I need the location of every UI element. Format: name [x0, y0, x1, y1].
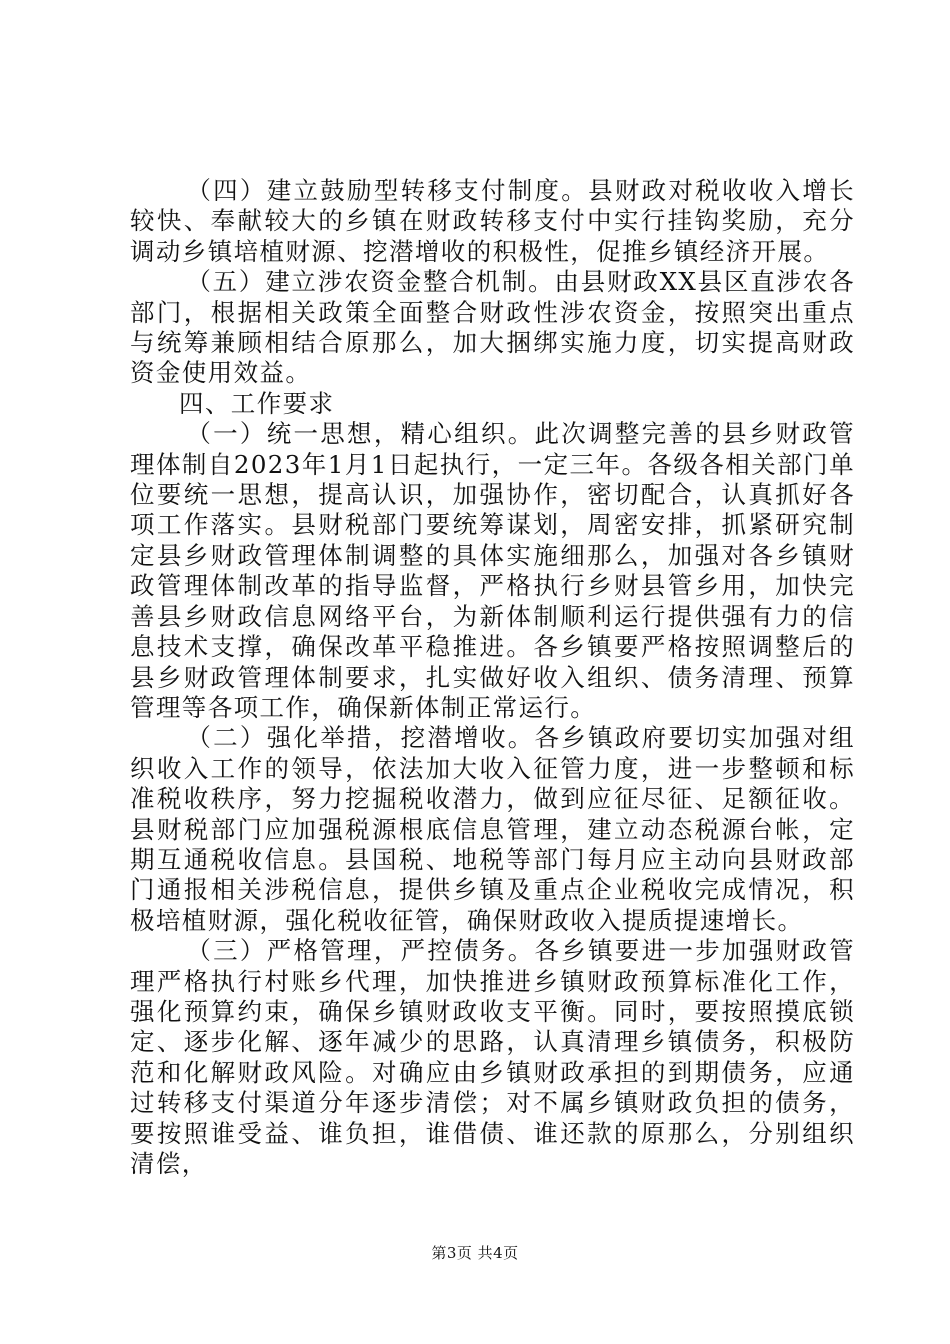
- paragraph-unify-thinking: （一）统一思想，精心组织。此次调整完善的县乡财政管理体制自2023年1月1日起执行，一定三年。各级各相关部门单位要统一思想，提高认识，加强协作，密切配合，认真抓好各项工作落实。县财税部门要统筹谋划，周密安排，抓紧研究制定县乡财政管理体制调整的具体实施细那么，加强对各乡镇财政管理体制改革的指导监督，严格执行乡财县管乡用，加快完善县乡财政信息网络平台，为新体制顺利运行提供强有力的信息技术支撑，确保改革平稳推进。各乡镇要严格按照调整后的县乡财政管理体制要求，扎实做好收入组织、债务清理、预算管理等各项工作，确保新体制正常运行。: [130, 419, 855, 722]
- paragraph-control-debt: （三）严格管理，严控债务。各乡镇要进一步加强财政管理严格执行村账乡代理，加快推进乡镇财政预算标准化工作，强化预算约束，确保乡镇财政收支平衡。同时，要按照摸底锁定、逐步化解、逐年减少的思路，认真清理乡镇债务，积极防范和化解财政风险。对确应由乡镇财政承担的到期债务，应通过转移支付渠道分年逐步清偿；对不属乡镇财政负担的债务，要按照谁受益、谁负担，谁借债、谁还款的原那么，分别组织清偿，: [130, 936, 855, 1178]
- paragraph-transfer-payment: （四）建立鼓励型转移支付制度。县财政对税收收入增长较快、奉献较大的乡镇在财政转移支付中实行挂钩奖励，充分调动乡镇培植财源、挖潜增收的积极性，促推乡镇经济开展。: [130, 176, 855, 266]
- document-body: [130, 176, 855, 1179]
- page-footer: 第3页 共4页: [431, 1244, 519, 1262]
- section-heading-work-requirements: 四、工作要求: [179, 388, 335, 418]
- paragraph-strengthen-measures: （二）强化举措，挖潜增收。各乡镇政府要切实加强对组织收入工作的领导，依法加大收入征管力度，进一步整顿和标准税收秩序，努力挖掘税收潜力，做到应征尽征、足额征收。县财税部门应加强税源根底信息管理，建立动态税源台帐，定期互通税收信息。县国税、地税等部门每月应主动向县财政部门通报相关涉税信息，提供乡镇及重点企业税收完成情况，积极培植财源，强化税收征管，确保财政收入提质提速增长。: [130, 723, 855, 935]
- paragraph-agri-funds: （五）建立涉农资金整合机制。由县财政XX县区直涉农各部门，根据相关政策全面整合财政性涉农资金，按照突出重点与统筹兼顾相结合原那么，加大捆绑实施力度，切实提高财政资金使用效益。: [130, 267, 855, 388]
